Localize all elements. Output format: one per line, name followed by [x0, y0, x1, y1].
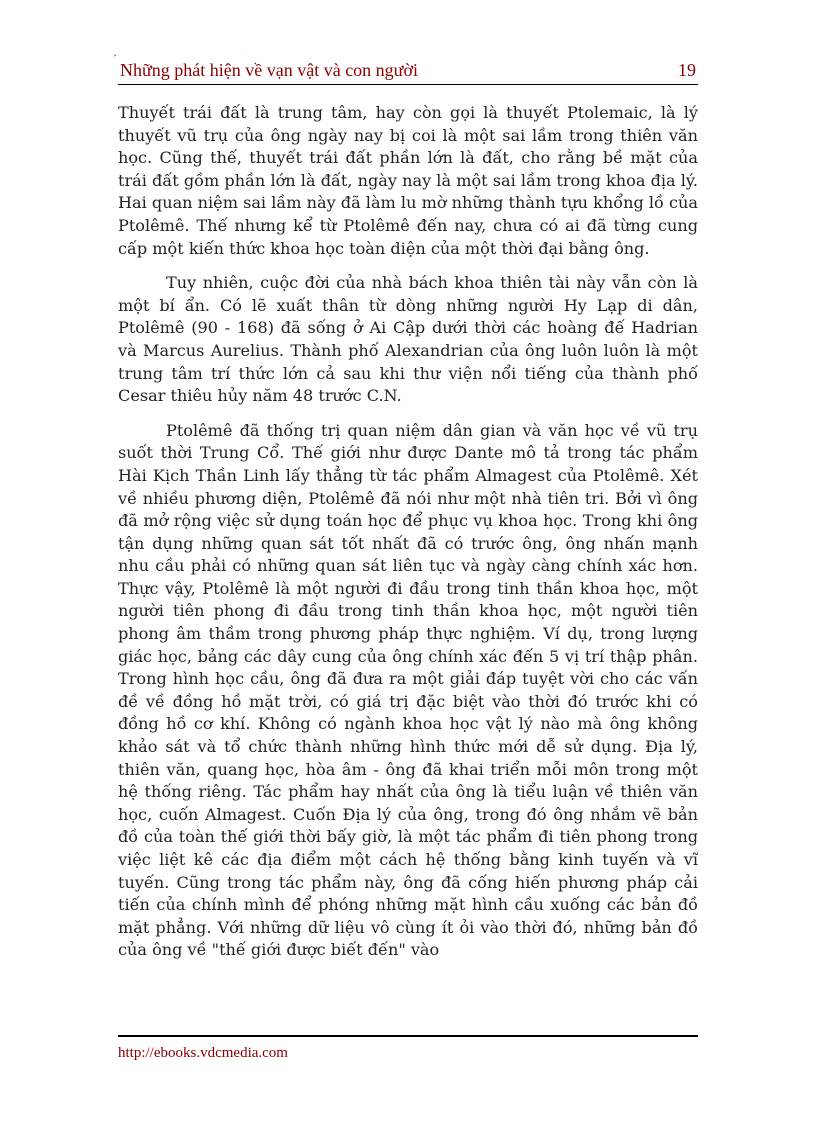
page-number: 19 — [678, 60, 696, 80]
body-text — [118, 102, 698, 974]
paragraph-2: Tuy nhiên, cuộc đời của nhà bách khoa thiên tài này vẫn còn là một bí ẩn. Có lẽ xuất thân từ dòng những người Hy Lạp di dân, Ptolêmê (90 - 168) đã sống ở Ai Cập dưới thời các hoàng đế Hadrian và Marcus Aurelius. Thành phố Alexandrian của ông luôn luôn là một trung tâm trí thức lớn cả sau khi thư viện nổi tiếng của thành phố Cesar thiêu hủy năm 48 trước C.N. — [118, 273, 698, 406]
header-title: Những phát hiện về vạn vật và con người — [120, 60, 418, 80]
paragraph-3: Ptolêmê đã thống trị quan niệm dân gian và văn học về vũ trụ suốt thời Trung Cổ. Thế giới như được Dante mô tả trong tác phẩm Hài Kịch Thần Linh lấy thẳng từ tác phẩm Almagest của Ptolêmê. Xét về nhiều phương diện, Ptolêmê đã nói như một nhà tiên tri. Bởi vì ông đã mở rộng việc sử dụng toán học để phục vụ khoa học. Trong khi ông tận dụng những quan sát tốt nhất đã có trước ông, ông nhấn mạnh nhu cầu phải có những quan sát liên tục và ngày càng chính xác hơn. Thực vậy, Ptolêmê là một người đi đầu trong tinh thần khoa học, một người tiên phong đi đầu trong tinh thần khoa học, một người tiên phong âm thầm trong phương pháp thực nghiệm. Ví dụ, trong lượng giác học, bảng các dây cung của ông chính xác đến 5 vị trí thập phân. Trong hình học cầu, ông đã đưa ra một giải đáp tuyệt vời cho các vấn đề về đồng hồ mặt trời, có giá trị đặc biệt vào thời đó trước khi có đồng hồ cơ khí. Không có ngành khoa học vật lý nào mà ông không khảo sát và tổ chức thành những hình thức mới dễ sử dụng. Địa lý, thiên văn, quang học, hòa âm - ông đã khai triển mỗi môn trong một hệ thống riêng. Tác phẩm hay nhất của ông là tiểu luận về thiên văn học, cuốn Almagest. Cuốn Địa lý của ông, trong đó ông nhắm vẽ bản đồ của toàn thế giới thời bấy giờ, là một tác phẩm đi tiên phong trong việc liệt kê các địa điểm một cách hệ thống bằng kinh tuyến và vĩ tuyến. Cũng trong tác phẩm này, ông đã cống hiến phương pháp cải tiến của chính mình để phóng những mặt hình cầu xuống các bản đồ mặt phẳng. Với những dữ liệu vô cùng ít ỏi vào thời đó, những bản đồ của ông về "thế giới được biết đến" vào — [118, 420, 698, 960]
footer-url-link[interactable]: http://ebooks.vdcmedia.com — [118, 1045, 288, 1061]
header-mark: ´ — [113, 52, 117, 66]
page-header — [113, 52, 698, 85]
footer-rule — [118, 1035, 698, 1037]
paragraph-1: Thuyết trái đất là trung tâm, hay còn gọi là thuyết Ptolemaic, là lý thuyết vũ trụ của ông ngày nay bị coi là một sai lầm trong thiên văn học. Cũng thế, thuyết trái đất phần lớn là đất, cho rằng bề mặt của trái đất gồm phần lớn là đất, ngày nay là một sai lầm trong khoa địa lý. Hai quan niệm sai lầm này đã làm lu mờ những thành tựu khổng lồ của Ptolêmê. Thế nhưng kể từ Ptolêmê đến nay, chưa có ai đã từng cung cấp một kiến thức khoa học toàn diện của một thời đại bằng ông. — [118, 103, 698, 258]
